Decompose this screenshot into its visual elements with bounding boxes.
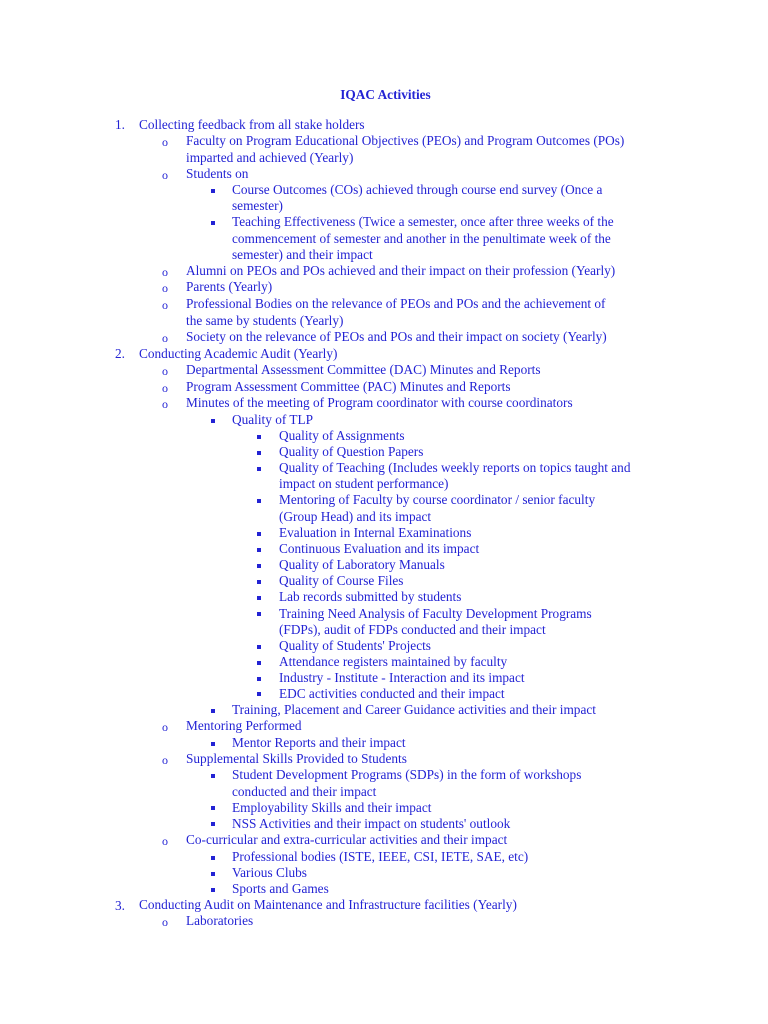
list-item-text: Lab records submitted by students	[279, 589, 462, 604]
bullet-square	[211, 806, 215, 810]
list-item-text: Sports and Games	[232, 881, 329, 896]
bullet-square	[211, 888, 215, 892]
list-item-text: Faculty on Program Educational Objectives (PEOs) and Program Outcomes (POs)	[186, 133, 625, 148]
bullet-circle: o	[162, 135, 168, 149]
list-item-text: conducted and their impact	[232, 784, 377, 799]
bullet-square	[211, 822, 215, 826]
list-item-text: Attendance registers maintained by faculty	[279, 654, 508, 669]
bullet-square	[211, 774, 215, 778]
bullet-circle: o	[162, 281, 168, 295]
bullet-square	[257, 596, 261, 600]
list-item-text: imparted and achieved (Yearly)	[186, 150, 354, 165]
bullet-circle: o	[162, 397, 168, 411]
list-item-text: semester) and their impact	[232, 247, 373, 262]
bullet-square	[257, 580, 261, 584]
list-item-text: Mentoring of Faculty by course coordinator / senior faculty	[279, 492, 596, 507]
bullet-square	[257, 548, 261, 552]
list-item-text: Quality of Teaching (Includes weekly reports on topics taught and	[279, 460, 631, 475]
list-item-text: Minutes of the meeting of Program coordinator with course coordinators	[186, 395, 573, 410]
list-item-text: Departmental Assessment Committee (DAC) Minutes and Reports	[186, 362, 541, 377]
bullet-square	[257, 435, 261, 439]
bullet-square	[257, 564, 261, 568]
bullet-square	[257, 645, 261, 649]
list-item-text: semester)	[232, 198, 283, 213]
bullet-circle: o	[162, 168, 168, 182]
bullet-circle: o	[162, 720, 168, 734]
bullet-circle: o	[162, 753, 168, 767]
bullet-square	[257, 692, 261, 696]
list-item-text: Society on the relevance of PEOs and POs and their impact on society (Yearly)	[186, 329, 607, 344]
bullet-square	[211, 221, 215, 225]
list-item-text: Quality of Students' Projects	[279, 638, 431, 653]
list-item-text: Various Clubs	[232, 865, 307, 880]
list-item-text: (FDPs), audit of FDPs conducted and their impact	[279, 622, 546, 637]
bullet-square	[211, 419, 215, 423]
list-item-text: EDC activities conducted and their impact	[279, 686, 505, 701]
bullet-square	[211, 189, 215, 193]
list-item-text: impact on student performance)	[279, 476, 449, 491]
bullet-square	[257, 532, 261, 536]
bullet-square	[257, 451, 261, 455]
list-item-text: Conducting Academic Audit (Yearly)	[139, 346, 338, 361]
list-item-text: the same by students (Yearly)	[186, 313, 344, 328]
bullet-circle: o	[162, 381, 168, 395]
list-item-text: NSS Activities and their impact on students' outlook	[232, 816, 511, 831]
list-item-text: (Group Head) and its impact	[279, 509, 432, 524]
bullet-square	[257, 677, 261, 681]
bullet-circle: o	[162, 915, 168, 929]
page-title: IQAC Activities	[340, 87, 431, 102]
list-item-text: Quality of Question Papers	[279, 444, 424, 459]
list-item-text: Laboratories	[186, 913, 254, 928]
list-item-text: Mentor Reports and their impact	[232, 735, 406, 750]
bullet-square	[257, 661, 261, 665]
list-item-text: Parents (Yearly)	[186, 279, 273, 294]
list-number: 2.	[115, 346, 125, 361]
bullet-circle: o	[162, 834, 168, 848]
list-item-text: Teaching Effectiveness (Twice a semester, once after three weeks of the	[232, 214, 614, 229]
list-item-text: Evaluation in Internal Examinations	[279, 525, 472, 540]
list-item-text: Collecting feedback from all stake holders	[139, 117, 365, 132]
bullet-square	[211, 872, 215, 876]
list-item-text: Professional bodies (ISTE, IEEE, CSI, IETE, SAE, etc)	[232, 849, 529, 864]
list-item-text: Quality of Course Files	[279, 573, 404, 588]
list-item-text: Quality of TLP	[232, 412, 314, 427]
bullet-circle: o	[162, 265, 168, 279]
list-item-text: Employability Skills and their impact	[232, 800, 432, 815]
bullet-square	[211, 742, 215, 746]
list-item-text: Quality of Laboratory Manuals	[279, 557, 445, 572]
bullet-square	[257, 467, 261, 471]
list-number: 3.	[115, 898, 125, 913]
list-item-text: Mentoring Performed	[186, 718, 302, 733]
list-item-text: Professional Bodies on the relevance of PEOs and POs and the achievement of	[186, 296, 606, 311]
bullet-square	[211, 856, 215, 860]
list-item-text: Students on	[186, 166, 249, 181]
list-item-text: commencement of semester and another in the penultimate week of the	[232, 231, 611, 246]
bullet-square	[211, 709, 215, 713]
list-item-text: Course Outcomes (COs) achieved through course end survey (Once a	[232, 182, 603, 197]
bullet-square	[257, 612, 261, 616]
list-number: 1.	[115, 117, 125, 132]
list-item-text: Quality of Assignments	[279, 428, 405, 443]
list-item-text: Co-curricular and extra-curricular activities and their impact	[186, 832, 508, 847]
list-item-text: Training, Placement and Career Guidance activities and their impact	[232, 702, 596, 717]
list-item-text: Training Need Analysis of Faculty Development Programs	[279, 606, 592, 621]
bullet-square	[257, 499, 261, 503]
bullet-circle: o	[162, 298, 168, 312]
list-item-text: Student Development Programs (SDPs) in the form of workshops	[232, 767, 582, 782]
bullet-circle: o	[162, 364, 168, 378]
list-item-text: Alumni on PEOs and POs achieved and their impact on their profession (Yearly)	[186, 263, 616, 278]
list-item-text: Supplemental Skills Provided to Students	[186, 751, 407, 766]
list-item-text: Continuous Evaluation and its impact	[279, 541, 480, 556]
list-item-text: Program Assessment Committee (PAC) Minutes and Reports	[186, 379, 511, 394]
list-item-text: Conducting Audit on Maintenance and Infrastructure facilities (Yearly)	[139, 897, 517, 912]
bullet-circle: o	[162, 331, 168, 345]
list-item-text: Industry - Institute - Interaction and its impact	[279, 670, 525, 685]
